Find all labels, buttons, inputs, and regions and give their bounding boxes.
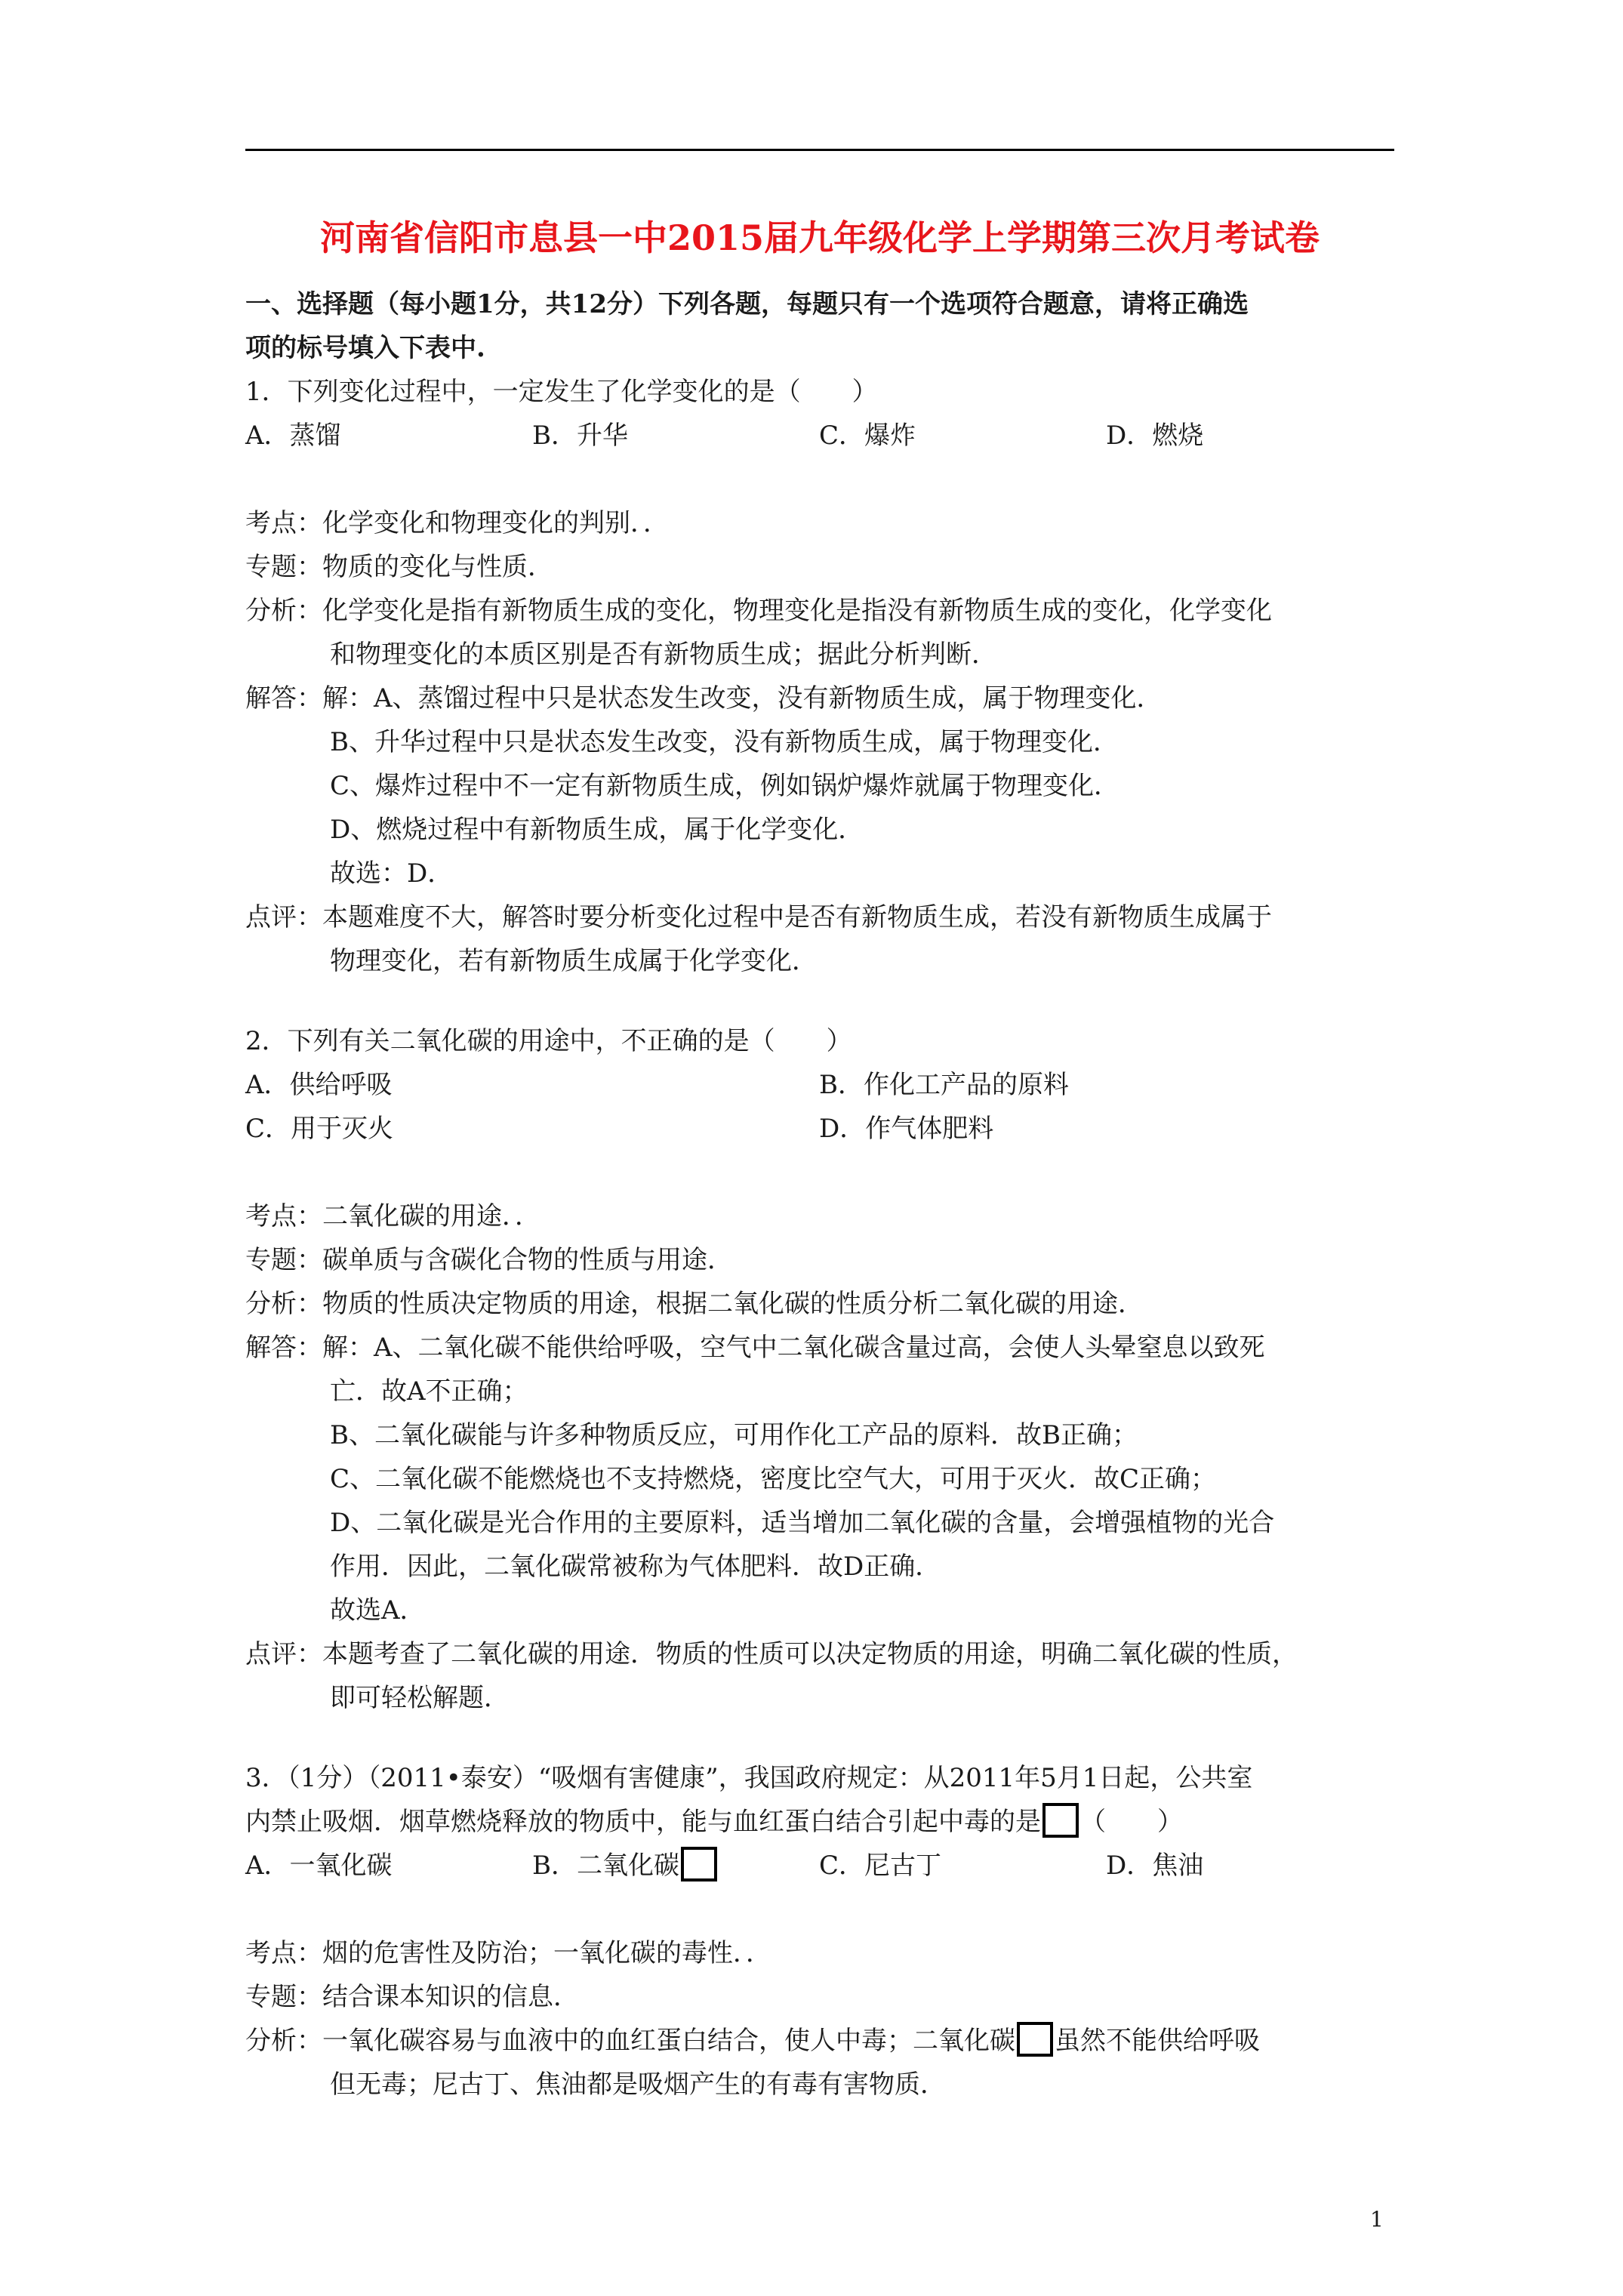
q3-option-d: D．焦油 (1106, 1851, 1204, 1881)
q2-jieda-a-cont: 亡．故A不正确； (330, 1376, 528, 1407)
q3-kaodian: 考点：烟的危害性及防治；一氧化碳的毒性．． (245, 1938, 771, 1968)
q1-jieda-answer: 故选：D． (330, 858, 454, 889)
q3-stem-paren: （ ） (1080, 1807, 1183, 1837)
q1-dianping-line1: 点评：本题难度不大，解答时要分析变化过程中是否有新物质生成，若没有新物质生成属于 (245, 902, 1272, 932)
q3-option-b (532, 1844, 719, 1888)
q3-stem-line2 (245, 1800, 1183, 1844)
exam-title: 河南省信阳市息县一中2015届九年级化学上学期第三次月考试卷 (319, 217, 1320, 258)
q2-dianping-line2: 即可轻松解题． (330, 1683, 510, 1713)
q2-jieda-b: B、二氧化碳能与许多种物质反应，可用作化工产品的原料．故B正确； (330, 1420, 1138, 1450)
q1-option-c: C．爆炸 (819, 421, 916, 451)
q2-jieda: 解答：解：A、二氧化碳不能供给呼吸，空气中二氧化碳含量过高，会使人头晕窒息以致死 (245, 1333, 1265, 1363)
answer-blank-box (1042, 1803, 1079, 1838)
q2-jieda-d: D、二氧化碳是光合作用的主要原料，适当增加二氧化碳的含量，会增强植物的光合 (330, 1508, 1275, 1538)
q3-zhuanti: 专题：结合课本知识的信息． (245, 1982, 579, 2012)
q1-option-a: A．蒸馏 (245, 421, 341, 451)
q1-jieda: 解答：解：A、蒸馏过程中只是状态发生改变，没有新物质生成，属于物理变化． (245, 683, 1163, 713)
q1-jieda-b: B、升华过程中只是状态发生改变，没有新物质生成，属于物理变化． (330, 727, 1119, 757)
q2-option-c: C．用于灭火 (245, 1114, 394, 1144)
q2-jieda-answer: 故选A． (330, 1595, 426, 1626)
q1-fenxi-line1: 分析：化学变化是指有新物质生成的变化，物理变化是指没有新物质生成的变化，化学变化 (245, 596, 1272, 626)
section-heading-line1: 一、选择题（每小题1分，共12分）下列各题，每题只有一个选项符合题意，请将正确选 (245, 289, 1249, 319)
section-heading-line2: 项的标号填入下表中. (245, 333, 485, 363)
q3-fenxi-line2: 但无毒；尼古丁、焦油都是吸烟产生的有毒有害物质． (330, 2069, 946, 2100)
q1-option-d: D．燃烧 (1106, 421, 1204, 451)
q3-fenxi-line1 (245, 2019, 1260, 2063)
q3-stem-line2-text: 内禁止吸烟．烟草燃烧释放的物质中，能与血红蛋白结合引起中毒的是 (245, 1807, 1041, 1837)
q2-jieda-d-cont: 作用．因此，二氧化碳常被称为气体肥料．故D正确． (330, 1552, 941, 1582)
q2-zhuanti: 专题：碳单质与含碳化合物的性质与用途． (245, 1245, 733, 1275)
q1-stem: 1．下列变化过程中，一定发生了化学变化的是（ ） (245, 377, 878, 407)
q3-fenxi-text-b: 虽然不能供给呼吸 (1055, 2026, 1260, 2056)
header-rule (245, 149, 1394, 151)
q1-jieda-d: D、燃烧过程中有新物质生成，属于化学变化． (330, 815, 864, 845)
q2-kaodian: 考点：二氧化碳的用途．． (245, 1201, 540, 1231)
q2-stem: 2．下列有关二氧化碳的用途中，不正确的是（ ） (245, 1026, 852, 1056)
q2-dianping-line1: 点评：本题考查了二氧化碳的用途．物质的性质可以决定物质的用途，明确二氧化碳的性质， (245, 1639, 1298, 1669)
q2-option-b: B．作化工产品的原料 (819, 1070, 1069, 1100)
q1-fenxi-line2: 和物理变化的本质区别是否有新物质生成；据此分析判断． (330, 639, 997, 670)
q2-option-a: A．供给呼吸 (245, 1070, 393, 1100)
q2-option-d: D．作气体肥料 (819, 1114, 994, 1144)
page-number: 1 (1370, 2207, 1384, 2232)
q3-fenxi-text-a: 分析：一氧化碳容易与血液中的血红蛋白结合，使人中毒；二氧化碳 (245, 2026, 1015, 2056)
formula-placeholder-box (1017, 2022, 1053, 2057)
q3-stem-line1: 3．（1分）（2011•泰安）“吸烟有害健康”，我国政府规定：从2011年5月1日起，公共室 (245, 1763, 1253, 1793)
q3-option-b-text: B．二氧化碳 (532, 1851, 679, 1881)
q3-option-c: C．尼古丁 (819, 1851, 942, 1881)
q2-jieda-c: C、二氧化碳不能燃烧也不支持燃烧，密度比空气大，可用于灭火．故C正确； (330, 1464, 1217, 1494)
q3-option-a: A．一氧化碳 (245, 1851, 393, 1881)
formula-placeholder-box (681, 1847, 717, 1881)
q1-zhuanti: 专题：物质的变化与性质． (245, 552, 553, 582)
q1-jieda-c: C、爆炸过程中不一定有新物质生成，例如锅炉爆炸就属于物理变化． (330, 771, 1120, 801)
q1-kaodian: 考点：化学变化和物理变化的判别．． (245, 508, 669, 538)
q1-dianping-line2: 物理变化，若有新物质生成属于化学变化． (330, 946, 818, 976)
q2-fenxi: 分析：物质的性质决定物质的用途，根据二氧化碳的性质分析二氧化碳的用途． (245, 1289, 1144, 1319)
q1-option-b: B．升华 (532, 421, 628, 451)
